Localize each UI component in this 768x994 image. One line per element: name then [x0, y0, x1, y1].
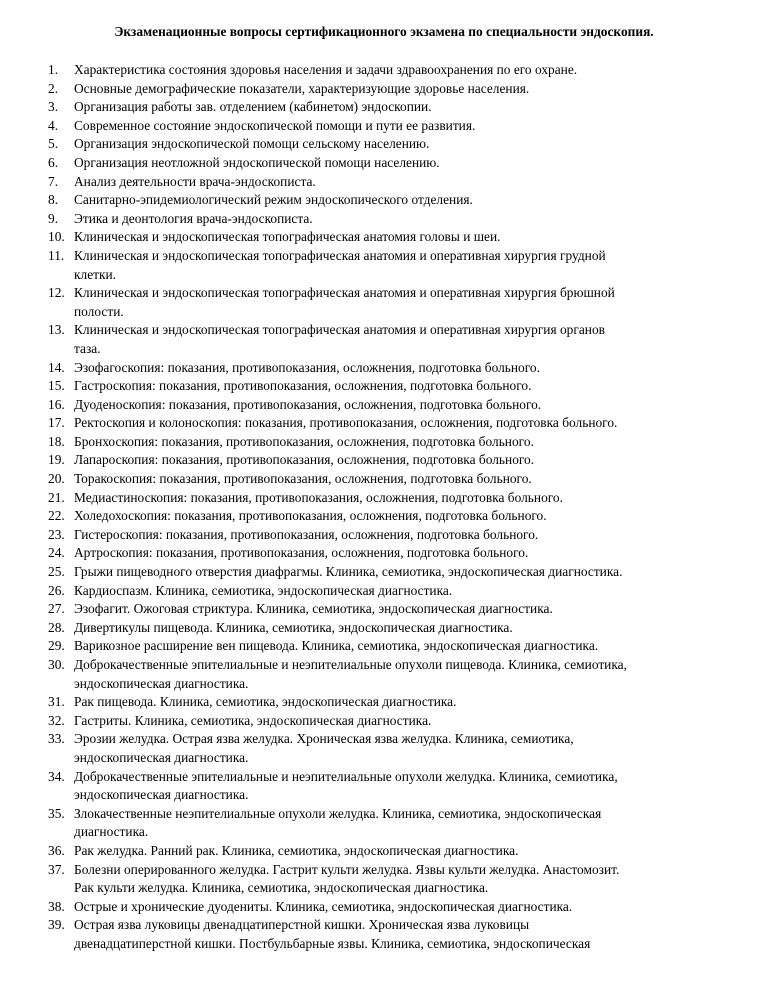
question-number: 16.	[48, 396, 65, 412]
question-number: 10.	[48, 229, 65, 245]
question-item	[0, 768, 768, 805]
question-item	[0, 842, 768, 861]
question-number: 22.	[48, 508, 65, 524]
question-text-line: Характеристика состояния здоровья населения и задачи здравоохранения по его охране.	[74, 62, 578, 77]
question-number: 6.	[48, 154, 59, 170]
question-item	[0, 284, 768, 321]
question-number: 32.	[48, 712, 65, 728]
question-number: 2.	[48, 80, 59, 96]
question-text-line: Гистероскопия: показания, противопоказания, осложнения, подготовка больного.	[74, 526, 539, 542]
question-item	[0, 730, 768, 767]
question-number: 3.	[48, 99, 59, 115]
question-text-line: Доброкачественные эпителиальные и неэпителиальные опухоли пищевода. Клиника, семиотика,	[74, 657, 627, 672]
question-text-line: Анализ деятельности врача-эндоскописта.	[74, 173, 316, 189]
question-text-line: Организация эндоскопической помощи сельскому населению.	[74, 136, 430, 152]
question-number: 9.	[48, 210, 59, 226]
question-text-line: эндоскопическая диагностика.	[74, 749, 249, 765]
question-item	[0, 359, 768, 378]
question-text-line: Клиническая и эндоскопическая топографическая анатомия и оперативная хирургия брюшной	[74, 285, 615, 301]
question-text-line: Организация работы зав. отделением (кабинетом) эндоскопии.	[74, 99, 432, 115]
question-text-line: Рак культи желудка. Клиника, семиотика, эндоскопическая диагностика.	[74, 880, 489, 896]
question-number: 39.	[48, 917, 65, 933]
question-text-line: Бронхоскопия: показания, противопоказания, осложнения, подготовка больного.	[74, 433, 534, 449]
question-number: 24.	[48, 545, 65, 561]
question-number: 15.	[48, 378, 65, 394]
question-number: 19.	[48, 452, 65, 468]
question-item	[0, 489, 768, 508]
question-text-line: Клиническая и эндоскопическая топографическая анатомия и оперативная хирургия органов	[74, 322, 605, 338]
question-item	[0, 117, 768, 136]
question-number: 33.	[48, 731, 65, 747]
question-number: 11.	[48, 247, 65, 263]
question-text-line: Гастриты. Клиника, семиотика, эндоскопическая диагностика.	[74, 712, 432, 728]
question-text-line: Основные демографические показатели, характеризующие здоровье населения.	[74, 80, 530, 96]
question-item	[0, 210, 768, 229]
question-number: 23.	[48, 526, 65, 542]
question-item	[0, 898, 768, 917]
question-text-line: Рак пищевода. Клиника, семиотика, эндоскопическая диагностика.	[74, 694, 457, 710]
question-item	[0, 916, 768, 953]
question-text-line: Эзофагит. Ожоговая стриктура. Клиника, семиотика, эндоскопическая диагностика.	[74, 601, 553, 617]
question-item	[0, 805, 768, 842]
question-text-line: Рак желудка. Ранний рак. Клиника, семиотика, эндоскопическая диагностика.	[74, 842, 519, 858]
question-item	[0, 693, 768, 712]
question-item	[0, 61, 768, 80]
question-text-line: Холедохоскопия: показания, противопоказания, осложнения, подготовка больного.	[74, 508, 547, 524]
question-text-line: Клиническая и эндоскопическая топографическая анатомия и оперативная хирургия грудной	[74, 247, 606, 263]
question-text-line: Гастроскопия: показания, противопоказания, осложнения, подготовка больного.	[74, 378, 532, 394]
question-text-line: эндоскопическая диагностика.	[74, 675, 249, 691]
question-number: 29.	[48, 638, 65, 654]
question-item	[0, 80, 768, 99]
question-text-line: двенадцатиперстной кишки. Постбульбарные язвы. Клиника, семиотика, эндоскопическая	[74, 935, 591, 951]
question-item	[0, 582, 768, 601]
question-text-line: Этика и деонтология врача-эндоскописта.	[74, 210, 313, 226]
question-item	[0, 228, 768, 247]
question-number: 12.	[48, 285, 65, 301]
question-text-line: Острая язва луковицы двенадцатиперстной кишки. Хроническая язва луковицы	[74, 917, 530, 933]
question-number: 34.	[48, 768, 65, 784]
question-number: 14.	[48, 359, 65, 375]
question-text-line: Торакоскопия: показания, противопоказания, осложнения, подготовка больного.	[74, 471, 532, 487]
document-title: Экзаменационные вопросы сертификационного экзамена по специальности эндоскопия.	[114, 24, 654, 39]
question-item	[0, 861, 768, 898]
question-item	[0, 451, 768, 470]
question-item	[0, 98, 768, 117]
question-number: 37.	[48, 861, 65, 877]
question-number: 20.	[48, 471, 65, 487]
question-text-line: Острые и хронические дуодениты. Клиника, семиотика, эндоскопическая диагностика.	[74, 898, 573, 914]
question-text-line: Болезни оперированного желудка. Гастрит культи желудка. Язвы культи желудка. Анастомозит.	[74, 861, 620, 877]
question-item	[0, 414, 768, 433]
question-number: 38.	[48, 898, 65, 914]
question-number: 31.	[48, 694, 65, 710]
question-text-line: Варикозное расширение вен пищевода. Клиника, семиотика, эндоскопическая диагностика.	[74, 638, 599, 654]
question-item	[0, 563, 768, 582]
question-item	[0, 656, 768, 693]
question-item	[0, 321, 768, 358]
question-item	[0, 433, 768, 452]
question-item	[0, 619, 768, 638]
question-text-line: Дивертикулы пищевода. Клиника, семиотика, эндоскопическая диагностика.	[74, 619, 513, 635]
question-item	[0, 637, 768, 656]
question-text-line: Эзофагоскопия: показания, противопоказания, осложнения, подготовка больного.	[74, 359, 540, 375]
question-text-line: Доброкачественные эпителиальные и неэпителиальные опухоли желудка. Клиника, семиотика,	[74, 768, 618, 784]
question-number: 13.	[48, 322, 65, 338]
question-text-line: полости.	[74, 303, 124, 319]
question-text-line: Грыжи пищеводного отверстия диафрагмы. Клиника, семиотика, эндоскопическая диагностика.	[74, 564, 623, 580]
question-number: 4.	[48, 117, 59, 133]
question-item	[0, 247, 768, 284]
question-number: 8.	[48, 192, 59, 208]
question-text-line: Ректоскопия и колоноскопия: показания, противопоказания, осложнения, подготовка больного.	[74, 415, 618, 431]
question-text-line: эндоскопическая диагностика.	[74, 787, 249, 803]
question-text-line: Клиническая и эндоскопическая топографическая анатомия головы и шеи.	[74, 229, 501, 245]
question-text-line: Лапароскопия: показания, противопоказания, осложнения, подготовка больного.	[74, 452, 535, 468]
question-text-line: Артроскопия: показания, противопоказания, осложнения, подготовка больного.	[74, 545, 529, 561]
question-text-line: Организация неотложной эндоскопической помощи населению.	[74, 154, 440, 170]
question-number: 36.	[48, 842, 65, 858]
question-item	[0, 544, 768, 563]
question-number: 17.	[48, 415, 65, 431]
question-item	[0, 470, 768, 489]
question-text-line: Дуоденоскопия: показания, противопоказания, осложнения, подготовка больного.	[74, 396, 542, 412]
question-item	[0, 135, 768, 154]
question-number: 27.	[48, 601, 65, 617]
question-text-line: диагностика.	[74, 824, 149, 840]
question-text-line: Современное состояние эндоскопической помощи и пути ее развития.	[74, 117, 476, 133]
question-text-line: Кардиоспазм. Клиника, семиотика, эндоскопическая диагностика.	[74, 582, 453, 598]
question-item	[0, 526, 768, 545]
question-item	[0, 377, 768, 396]
question-text-line: Санитарно-эпидемиологический режим эндоскопического отделения.	[74, 192, 473, 208]
question-item	[0, 396, 768, 415]
question-item	[0, 600, 768, 619]
question-item	[0, 712, 768, 731]
question-number: 18.	[48, 433, 65, 449]
question-text-line: Злокачественные неэпителиальные опухоли желудка. Клиника, семиотика, эндоскопическая	[74, 805, 602, 821]
question-number: 1.	[48, 62, 59, 77]
question-number: 30.	[48, 657, 65, 672]
question-number: 7.	[48, 173, 59, 189]
question-number: 28.	[48, 619, 65, 635]
question-text-line: таза.	[74, 340, 101, 356]
question-number: 35.	[48, 805, 65, 821]
question-item	[0, 173, 768, 192]
question-number: 25.	[48, 564, 65, 580]
question-item	[0, 191, 768, 210]
question-number: 21.	[48, 489, 65, 505]
question-number: 26.	[48, 582, 65, 598]
question-text-line: Эрозии желудка. Острая язва желудка. Хроническая язва желудка. Клиника, семиотика,	[74, 731, 574, 747]
question-list	[0, 61, 768, 954]
question-item	[0, 507, 768, 526]
question-number: 5.	[48, 136, 59, 152]
question-item	[0, 154, 768, 173]
question-text-line: клетки.	[74, 266, 117, 282]
question-text-line: Медиастиноскопия: показания, противопоказания, осложнения, подготовка больного.	[74, 489, 563, 505]
